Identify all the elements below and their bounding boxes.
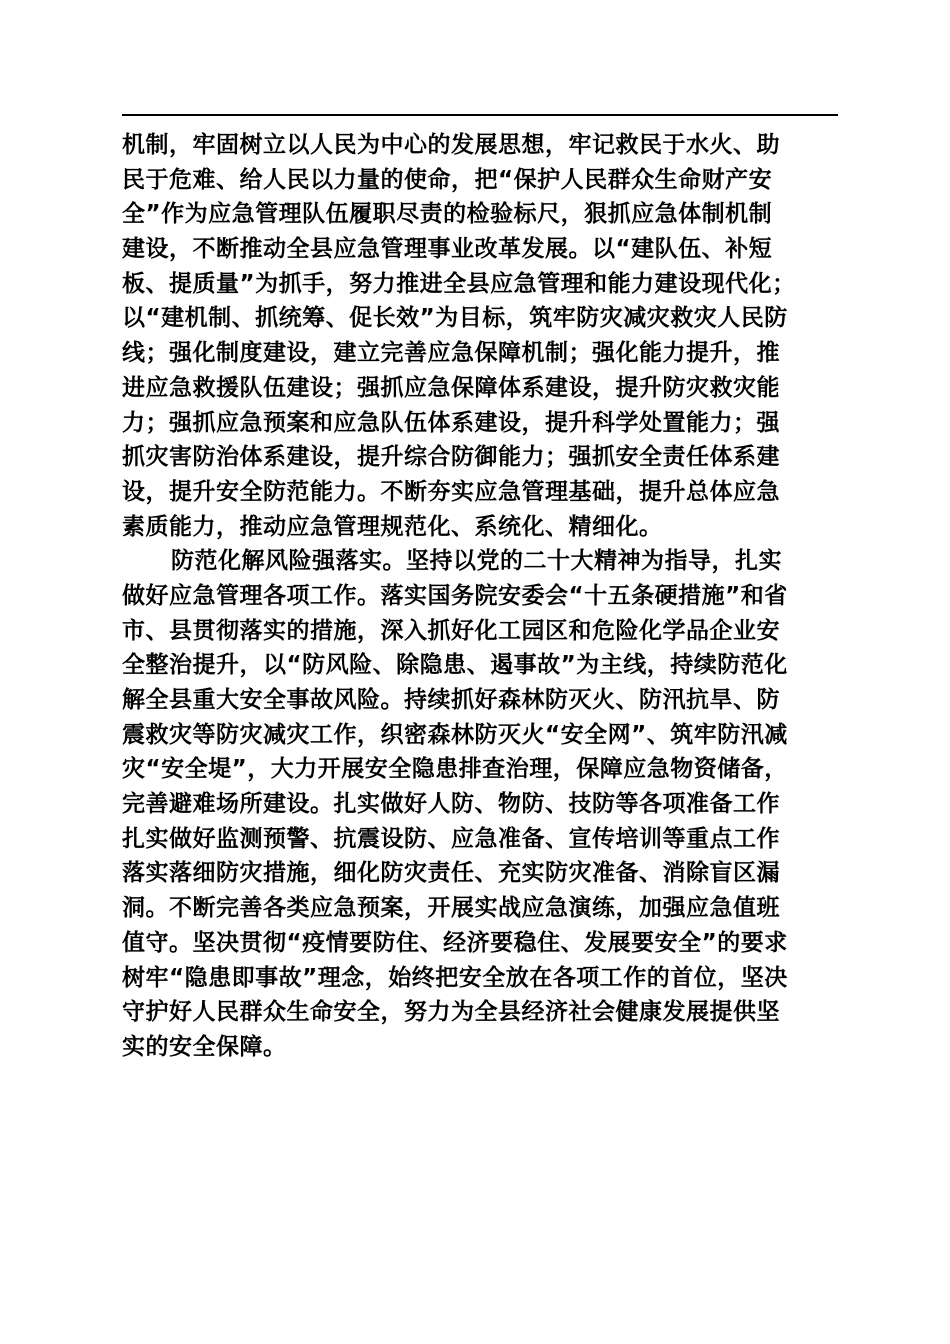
text-line: 全”作为应急管理队伍履职尽责的检验标尺，狠抓应急体制机制: [122, 201, 773, 228]
text-line: 值守。坚决贯彻“疫情要防住、经济要稳住、发展要安全”的要求: [122, 929, 788, 956]
text-line: 市、县贯彻落实的措施，深入抓好化工园区和危险化学品企业安: [122, 617, 780, 644]
text-line: 民于危难、给人民以力量的使命，把“保护人民群众生命财产安: [122, 166, 773, 193]
body-text: [122, 128, 862, 1065]
header-rule: [122, 114, 838, 116]
text-line: 抓灾害防治体系建设，提升综合防御能力；强抓安全责任体系建: [122, 444, 780, 471]
text-line: 线；强化制度建设，建立完善应急保障机制；强化能力提升，推: [122, 340, 780, 367]
text-line: 做好应急管理各项工作。落实国务院安委会“十五条硬措施”和省: [122, 582, 788, 609]
text-line: 完善避难场所建设。扎实做好人防、物防、技防等各项准备工作: [122, 791, 780, 818]
paragraph-1: [122, 128, 862, 544]
paragraph-2: [122, 544, 862, 1064]
text-line: 解全县重大安全事故风险。持续抓好森林防灭火、防汛抗旱、防: [122, 687, 780, 713]
text-line: 设，提升安全防范能力。不断夯实应急管理基础，提升总体应急: [122, 478, 780, 505]
text-line: 进应急救援队伍建设；强抓应急保障体系建设，提升防灾救灾能: [122, 374, 780, 401]
text-line: 震救灾等防灾减灾工作，织密森林防灭火“安全网”、筑牢防汛减: [122, 721, 788, 748]
text-line: 机制，牢固树立以人民为中心的发展思想，牢记救民于水火、助: [122, 132, 780, 158]
text-line: 力；强抓应急预案和应急队伍体系建设，提升科学处置能力；强: [122, 409, 780, 436]
text-line: 全整治提升，以“防风险、除隐患、遏事故”为主线，持续防范化: [122, 652, 788, 679]
text-line: 素质能力，推动应急管理规范化、系统化、精细化。: [122, 513, 663, 540]
text-line: 洞。不断完善各类应急预案，开展实战应急演练，加强应急值班: [122, 895, 780, 922]
text-line: 落实落细防灾措施，细化防灾责任、充实防灾准备、消除盲区漏: [122, 860, 780, 887]
text-line: 建设，不断推动全县应急管理事业改革发展。以“建队伍、补短: [122, 236, 773, 263]
text-line: 树牢“隐患即事故”理念，始终把安全放在各项工作的首位，坚决: [122, 964, 788, 991]
text-line: 板、提质量”为抓手，努力推进全县应急管理和能力建设现代化；: [122, 270, 796, 297]
text-line: 守护好人民群众生命安全，努力为全县经济社会健康发展提供坚: [122, 999, 780, 1026]
text-line: 实的安全保障。: [122, 1033, 287, 1060]
text-line: 扎实做好监测预警、抗震设防、应急准备、宣传培训等重点工作: [122, 825, 780, 852]
text-line: 灾“安全堤”，大力开展安全隐患排查治理，保障应急物资储备，: [122, 756, 788, 783]
text-line: 以“建机制、抓统筹、促长效”为目标，筑牢防灾减灾救灾人民防: [122, 305, 788, 332]
text-line-indented: 防范化解风险强落实。坚持以党的二十大精神为指导，扎实: [171, 548, 782, 575]
